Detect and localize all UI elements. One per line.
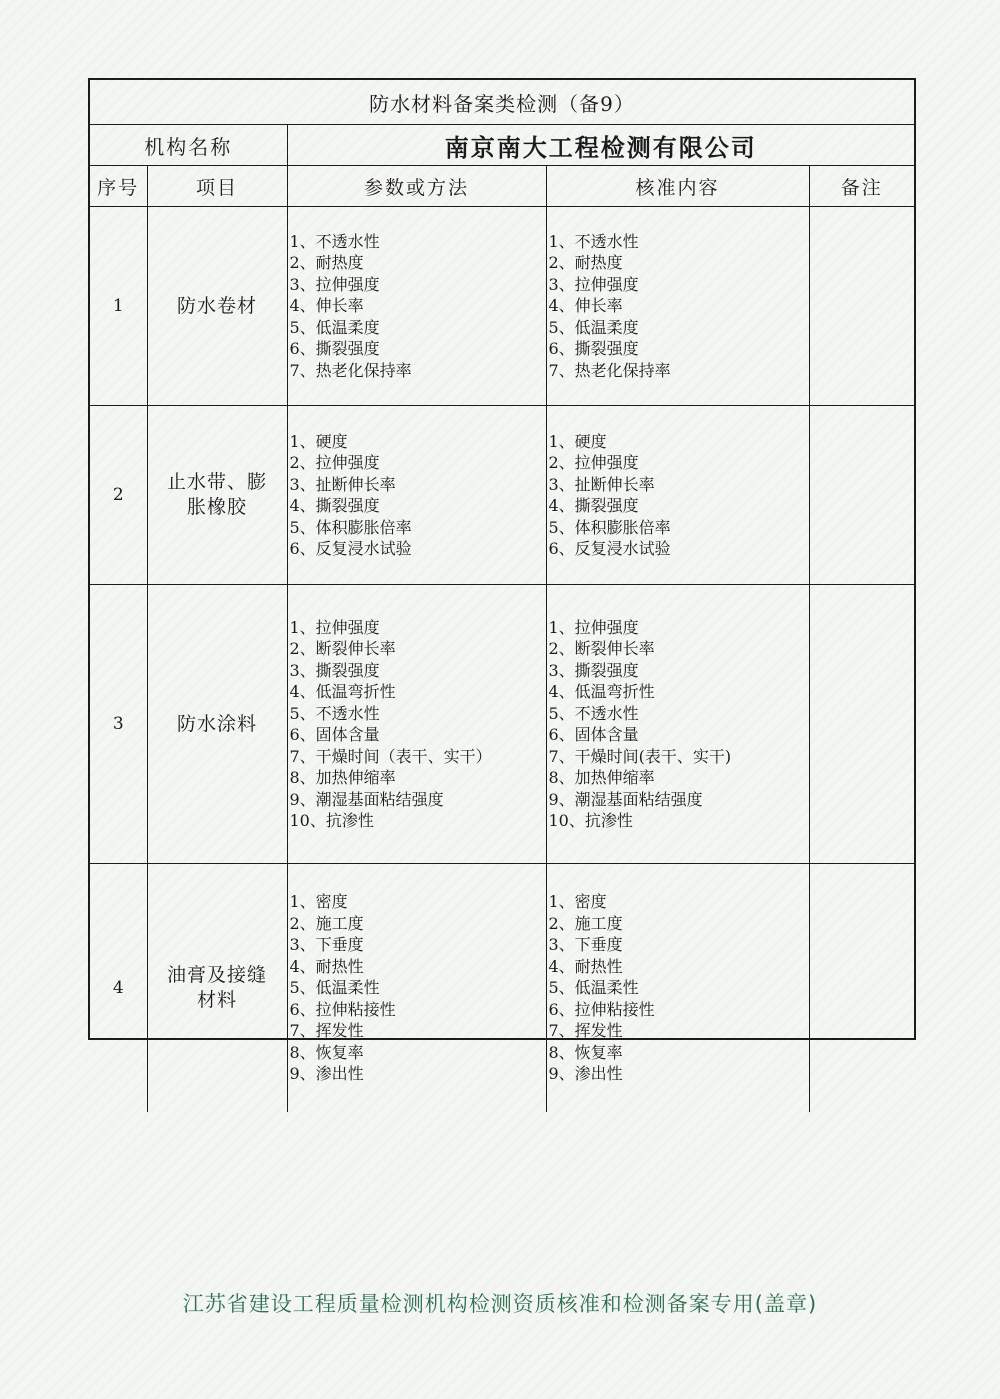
row-item: 油膏及接缝材料 — [147, 864, 287, 1113]
list-item: 8、恢复率 — [548, 1042, 623, 1062]
list-item: 3、撕裂强度 — [289, 660, 380, 680]
list-item: 7、干燥时间（表干、实干） — [289, 746, 492, 766]
row-remarks — [809, 406, 914, 585]
row-remarks — [809, 585, 914, 864]
row-approved — [546, 406, 809, 585]
header-row — [90, 166, 914, 207]
list-item: 8、恢复率 — [289, 1042, 364, 1062]
header-approved: 核准内容 — [546, 166, 809, 207]
row-item: 止水带、膨胀橡胶 — [147, 406, 287, 585]
list-item: 2、拉伸强度 — [548, 453, 639, 472]
row-params — [287, 585, 546, 864]
list-item: 10、抗渗性 — [289, 811, 374, 830]
list-item: 9、潮湿基面粘结强度 — [548, 789, 703, 809]
list-item: 1、硬度 — [289, 431, 348, 451]
list-item: 1、拉伸强度 — [289, 617, 380, 637]
row-approved — [546, 864, 809, 1113]
row-params — [287, 406, 546, 585]
list-item: 1、拉伸强度 — [548, 617, 639, 637]
row-seq: 3 — [90, 585, 147, 864]
list-item: 3、扯断伸长率 — [289, 474, 396, 494]
list-item: 9、潮湿基面粘结强度 — [289, 789, 444, 809]
row-approved — [546, 585, 809, 864]
list-item: 6、撕裂强度 — [548, 339, 639, 359]
list-item: 5、低温柔性 — [548, 978, 639, 998]
row-item: 防水涂料 — [147, 585, 287, 864]
list-item: 2、耐热度 — [548, 253, 623, 273]
header-item: 项目 — [147, 166, 287, 207]
list-item: 5、不透水性 — [548, 703, 639, 723]
row-remarks — [809, 207, 914, 406]
list-item: 4、耐热性 — [548, 956, 623, 976]
list-item: 3、扯断伸长率 — [548, 474, 655, 494]
list-item: 6、反复浸水试验 — [289, 539, 412, 558]
list-item: 7、热老化保持率 — [548, 360, 671, 380]
list-item: 9、渗出性 — [289, 1064, 364, 1084]
table-row — [90, 864, 914, 1113]
list-item: 2、施工度 — [548, 913, 623, 933]
list-item: 4、耐热性 — [289, 956, 364, 976]
list-item: 6、固体含量 — [548, 725, 639, 744]
list-item: 6、撕裂强度 — [289, 339, 380, 359]
row-seq: 2 — [90, 406, 147, 585]
list-item: 7、挥发性 — [289, 1021, 364, 1041]
list-item: 4、低温弯折性 — [548, 682, 655, 701]
list-item: 1、不透水性 — [548, 231, 639, 251]
list-item: 6、固体含量 — [289, 725, 380, 744]
header-seq: 序号 — [90, 166, 147, 207]
list-item: 8、加热伸缩率 — [289, 768, 396, 787]
list-item: 2、断裂伸长率 — [289, 639, 396, 658]
list-item: 7、热老化保持率 — [289, 360, 412, 380]
footer-stamp-text: 江苏省建设工程质量检测机构检测资质核准和检测备案专用(盖章) — [182, 1292, 818, 1316]
list-item: 1、硬度 — [548, 431, 607, 451]
list-item: 5、低温柔性 — [289, 978, 380, 998]
list-item: 4、伸长率 — [289, 296, 364, 316]
org-label: 机构名称 — [90, 125, 287, 166]
list-item: 3、下垂度 — [289, 935, 364, 955]
list-item: 3、拉伸强度 — [289, 274, 380, 294]
list-item: 5、不透水性 — [289, 703, 380, 723]
list-item: 4、低温弯折性 — [289, 682, 396, 701]
record-table — [90, 125, 914, 1112]
list-item: 2、拉伸强度 — [289, 453, 380, 472]
list-item: 5、低温柔度 — [548, 317, 639, 337]
org-row — [90, 125, 914, 166]
list-item: 6、拉伸粘接性 — [548, 999, 655, 1019]
list-item: 9、渗出性 — [548, 1064, 623, 1084]
list-item: 2、断裂伸长率 — [548, 639, 655, 658]
table-row — [90, 585, 914, 864]
org-name: 南京南大工程检测有限公司 — [287, 125, 914, 166]
list-item: 1、不透水性 — [289, 231, 380, 251]
list-item: 5、体积膨胀倍率 — [548, 517, 671, 537]
row-seq: 4 — [90, 864, 147, 1113]
row-params — [287, 864, 546, 1113]
list-item: 3、拉伸强度 — [548, 274, 639, 294]
list-item: 4、撕裂强度 — [289, 496, 380, 515]
list-item: 6、反复浸水试验 — [548, 539, 671, 558]
list-item: 10、抗渗性 — [548, 811, 633, 830]
list-item: 4、伸长率 — [548, 296, 623, 316]
list-item: 2、施工度 — [289, 913, 364, 933]
list-item: 6、拉伸粘接性 — [289, 999, 396, 1019]
row-seq: 1 — [90, 207, 147, 406]
list-item: 7、挥发性 — [548, 1021, 623, 1041]
row-remarks — [809, 864, 914, 1113]
row-approved — [546, 207, 809, 406]
table-row — [90, 207, 914, 406]
record-table-sheet — [88, 78, 916, 1084]
row-item: 防水卷材 — [147, 207, 287, 406]
list-item: 1、密度 — [289, 892, 348, 912]
header-params: 参数或方法 — [287, 166, 546, 207]
row-params — [287, 207, 546, 406]
list-item: 3、下垂度 — [548, 935, 623, 955]
list-item: 1、密度 — [548, 892, 607, 912]
list-item: 5、体积膨胀倍率 — [289, 517, 412, 537]
table-row — [90, 406, 914, 585]
list-item: 7、干燥时间(表干、实干) — [548, 746, 732, 766]
list-item: 2、耐热度 — [289, 253, 364, 273]
list-item: 4、撕裂强度 — [548, 496, 639, 515]
table-title: 防水材料备案类检测（备9） — [90, 80, 914, 125]
list-item: 5、低温柔度 — [289, 317, 380, 337]
header-remarks: 备注 — [809, 166, 914, 207]
list-item: 8、加热伸缩率 — [548, 768, 655, 787]
list-item: 3、撕裂强度 — [548, 660, 639, 680]
